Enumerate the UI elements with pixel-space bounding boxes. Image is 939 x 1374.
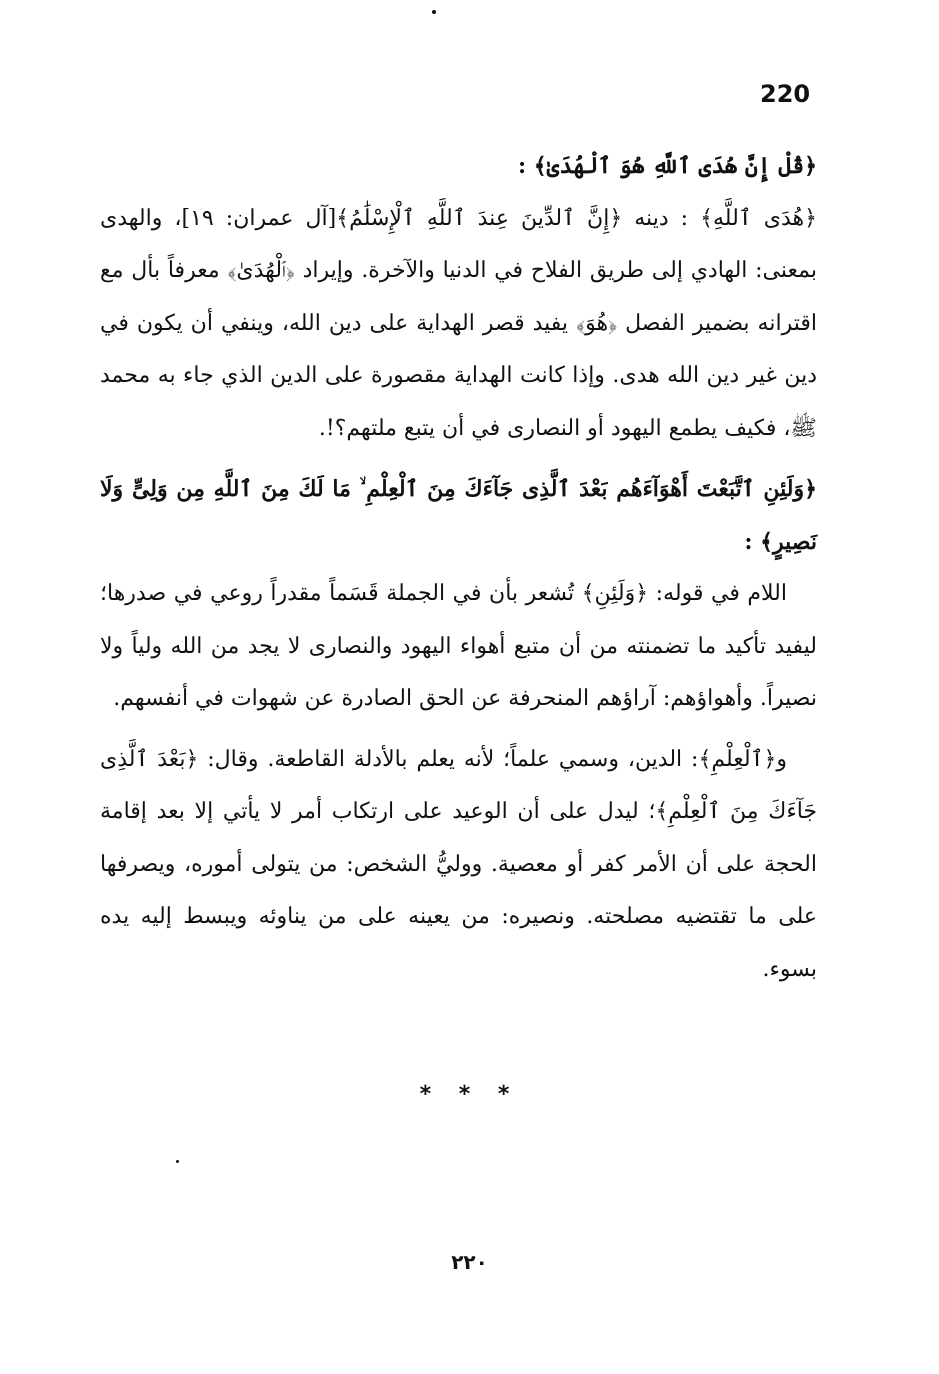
- page-number-footer: ٢٢٠: [451, 1250, 488, 1274]
- section-1-heading: ﴿قُلْ إِنَّ هُدَى ٱللَّهِ هُوَ ٱلْهُدَىٰ﴾ :: [518, 153, 817, 179]
- ink-dot-lower: [176, 1160, 179, 1163]
- ink-dot-top: [432, 10, 436, 14]
- page-body: [100, 140, 817, 996]
- section-1-body: ﴿هُدَى ٱللَّهِ﴾ : دينه ﴿إِنَّ ٱلدِّينَ عِندَ ٱللَّهِ ٱلْإِسْلَٰمُ﴾[آل عمران: ١٩]، والهدى بمعنى: الهادي إلى طريق الفلاح في الدنيا والآخرة. وإيراد ﴿ٱلْهُدَىٰ﴾ معرفاً بأل مع اقترانه بضمير الفصل ﴿هُوَ﴾ يفيد قصر الهداية على دين الله، وينفي أن يكون في دين غير دين الله هدى. وإذا كانت الهداية مقصورة على الدين الذي جاء به محمد ﷺ، فكيف يطمع اليهود أو النصارى في أن يتبع ملتهم؟!.: [100, 205, 817, 441]
- section-2-body: اللام في قوله: ﴿وَلَئِنِ﴾ تُشعر بأن في الجملة قَسَماً مقدراً روعي في صدرها؛ ليفيد تأكيد ما تضمنته من أن متبع أهواء اليهود والنصارى لا يجد من الله ولياً ولا نصيراً. وأهواؤهم: آراؤهم المنحرفة عن الحق الصادرة عن شهوات في أنفسهم.: [100, 581, 817, 711]
- section-2-heading: ﴿وَلَئِنِ ٱتَّبَعْتَ أَهْوَآءَهُم بَعْدَ ٱلَّذِى جَآءَكَ مِنَ ٱلْعِلْمِ ۙ مَا لَكَ مِنَ ٱللَّهِ مِن وَلِىٍّ وَلَا نَصِيرٍ﴾ :: [100, 476, 817, 555]
- section-3-body: و﴿ٱلْعِلْمِ﴾: الدين، وسمي علماً؛ لأنه يعلم بالأدلة القاطعة. وقال: ﴿بَعْدَ ٱلَّذِى جَآءَكَ مِنَ ٱلْعِلْمِ﴾؛ ليدل على أن الوعيد على ارتكاب أمر لا يأتي إلا بعد إقامة الحجة على أن الأمر كفر أو معصية. ووليُّ الشخص: من يتولى أموره، ويصرفها على ما تقتضيه مصلحته. ونصيره: من يعينه على من يناوئه ويبسط إليه يده بسوء.: [100, 746, 817, 982]
- section-separator: * * *: [419, 1082, 520, 1107]
- page-number-header: 220: [760, 80, 811, 108]
- spacer: [100, 455, 817, 463]
- spacer: [100, 726, 817, 734]
